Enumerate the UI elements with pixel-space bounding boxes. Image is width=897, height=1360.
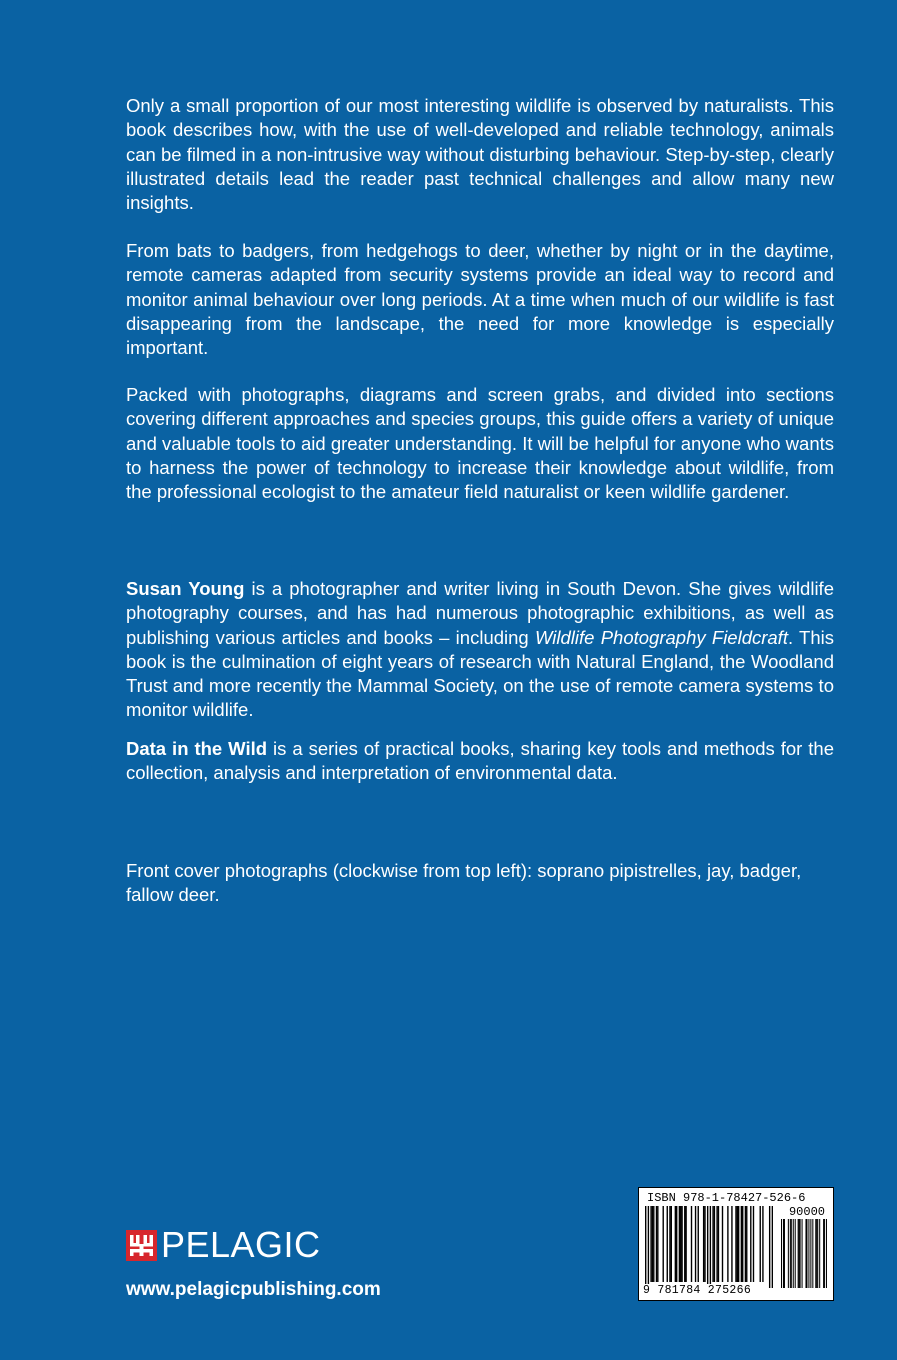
barcode-addon-bar	[806, 1219, 807, 1288]
barcode-digits: 9 781784 275266	[643, 1284, 752, 1297]
blurb-paragraph-2	[126, 239, 834, 360]
barcode-addon-bar	[788, 1219, 789, 1288]
author-book-title: Wildlife Photography Fieldcraft	[534, 626, 788, 648]
barcode-addon-bar	[791, 1219, 792, 1288]
barcode-addon-bar	[781, 1219, 782, 1288]
author-bio-part-2: . This book is the culmination of eight years of research with Natural England, the Woodland Trust and more recently the Mammal Society, on the use of remote camera systems to monitor wildlife.	[126, 626, 834, 721]
author-name: Susan Young	[126, 578, 245, 599]
barcode-bar	[681, 1206, 682, 1282]
blurb-text-2: From bats to badgers, from hedgehogs to deer, whether by night or in the daytime, remote cameras adapted from security systems provide an ideal way to record and monitor animal behaviour over long periods. At a time when much of our wildlife is fast disappearing from the landscape, the need for more knowledge is especially important.	[126, 240, 834, 359]
barcode-bar	[657, 1206, 658, 1282]
author-bio	[126, 577, 834, 723]
barcode-bar	[680, 1206, 681, 1282]
barcode-addon-bar	[812, 1219, 813, 1288]
barcode-bar	[675, 1206, 676, 1282]
barcode-addon-bar	[802, 1219, 803, 1288]
blurb-paragraph-1	[126, 94, 834, 215]
barcode-addon-bar	[805, 1219, 806, 1288]
barcode-bar	[704, 1206, 705, 1282]
barcode-main-bars	[645, 1206, 773, 1288]
barcode-bar	[653, 1206, 654, 1282]
blurb-text-3: Packed with photographs, diagrams and screen grabs, and divided into sections covering different approaches and species groups, this guide offers a variety of unique and valuable tools to aid greater understanding. It will be helpful for anyone who wants to harness the power of technology to increase their knowledge about wildlife, from the professional ecologist to the amateur field naturalist or keen wildlife gardener.	[126, 384, 834, 503]
barcode-bar	[716, 1206, 717, 1282]
isbn-barcode	[638, 1187, 834, 1301]
barcode-bar	[648, 1206, 649, 1288]
barcode-addon-bar	[793, 1219, 794, 1288]
barcode-bar	[698, 1206, 699, 1282]
publisher-website[interactable]: www.pelagicpublishing.com	[126, 1279, 381, 1300]
barcode-bar	[741, 1206, 742, 1282]
barcode-bar	[718, 1206, 719, 1282]
barcode-bar	[769, 1206, 770, 1288]
series-name: Data in the Wild	[126, 738, 268, 759]
barcode-bar	[707, 1206, 708, 1288]
price-code: 90000	[788, 1205, 825, 1219]
barcode-bar	[663, 1206, 664, 1282]
barcode-bar	[727, 1206, 728, 1282]
barcode-bar	[656, 1206, 657, 1282]
cover-credits	[126, 859, 834, 908]
barcode-bar	[712, 1206, 713, 1282]
barcode-addon-bar	[815, 1219, 816, 1288]
author-bio-text	[126, 577, 834, 723]
barcode-bar	[645, 1206, 646, 1288]
barcode-bar	[676, 1206, 677, 1282]
barcode-bar	[652, 1206, 653, 1282]
barcode-bar	[669, 1206, 670, 1282]
barcode-bar	[738, 1206, 739, 1282]
barcode-bar	[703, 1206, 704, 1282]
barcode-bar	[760, 1206, 761, 1282]
barcode-addon-bar	[800, 1219, 801, 1288]
barcode-bar	[695, 1206, 696, 1282]
barcode-addon-bar	[817, 1219, 818, 1288]
barcode-addon-bar	[826, 1219, 827, 1288]
barcode-bar	[753, 1206, 754, 1282]
barcode-bar	[710, 1206, 711, 1288]
barcode-addon-bar	[816, 1219, 817, 1288]
barcode-bar	[714, 1206, 715, 1282]
barcode-bar	[745, 1206, 746, 1282]
blurb-paragraph-3	[126, 383, 834, 504]
barcode-addon-bar	[799, 1219, 800, 1288]
barcode-bar	[691, 1206, 692, 1282]
barcode-bar	[731, 1206, 732, 1282]
publisher-name: PELAGIC	[161, 1224, 321, 1265]
barcode-addon-bar	[798, 1219, 799, 1288]
publisher-logo	[126, 1226, 321, 1264]
barcode-addon-bar	[823, 1219, 824, 1288]
barcode-addon-bar	[784, 1219, 785, 1288]
barcode-bar	[722, 1206, 723, 1282]
barcode-bar	[679, 1206, 680, 1282]
barcode-bar	[671, 1206, 672, 1282]
author-bio-part-1: is a photographer and writer living in South Devon. She gives wildlife photography courses, and has had numerous photographic exhibitions, as well as publishing various articles and books – including	[126, 578, 834, 648]
barcode-bar	[737, 1206, 738, 1282]
series-text	[126, 737, 834, 786]
barcode-bar	[762, 1206, 763, 1282]
barcode-bar	[750, 1206, 751, 1282]
barcode-addon-bar	[783, 1219, 784, 1288]
barcode-bar	[667, 1206, 668, 1282]
barcode-addon-bar	[790, 1219, 791, 1288]
barcode-addon-bar	[819, 1219, 820, 1288]
barcode-addon-bar	[824, 1219, 825, 1288]
series-body: is a series of practical books, sharing key tools and methods for the collection, analysis and interpretation of environmental data.	[126, 738, 834, 784]
cover-credits-text: Front cover photographs (clockwise from top left): soprano pipistrelles, jay, badger, fallow deer.	[126, 860, 802, 906]
blurb-text-1: Only a small proportion of our most interesting wildlife is observed by naturalists. This book describes how, with the use of well-developed and reliable technology, animals can be filmed in a non-intrusive way without disturbing behaviour. Step-by-step, clearly illustrated details lead the reader past technical challenges and allow many new insights.	[126, 95, 834, 214]
barcode-bar	[746, 1206, 747, 1282]
barcode-addon-bars	[781, 1219, 827, 1288]
barcode-addon-bar	[795, 1219, 796, 1288]
barcode-addon-bar	[808, 1219, 809, 1288]
barcode-bar	[735, 1206, 736, 1282]
barcode-bar	[685, 1206, 686, 1282]
barcode-bar	[742, 1206, 743, 1282]
barcode-bar	[772, 1206, 773, 1288]
barcode-addon-bar	[810, 1219, 811, 1288]
barcode-bar	[684, 1206, 685, 1282]
pelagic-logo-icon	[126, 1230, 157, 1261]
barcode-bar	[650, 1206, 651, 1282]
series-description	[126, 737, 834, 786]
isbn-label: ISBN 978-1-78427-526-6	[647, 1191, 806, 1205]
